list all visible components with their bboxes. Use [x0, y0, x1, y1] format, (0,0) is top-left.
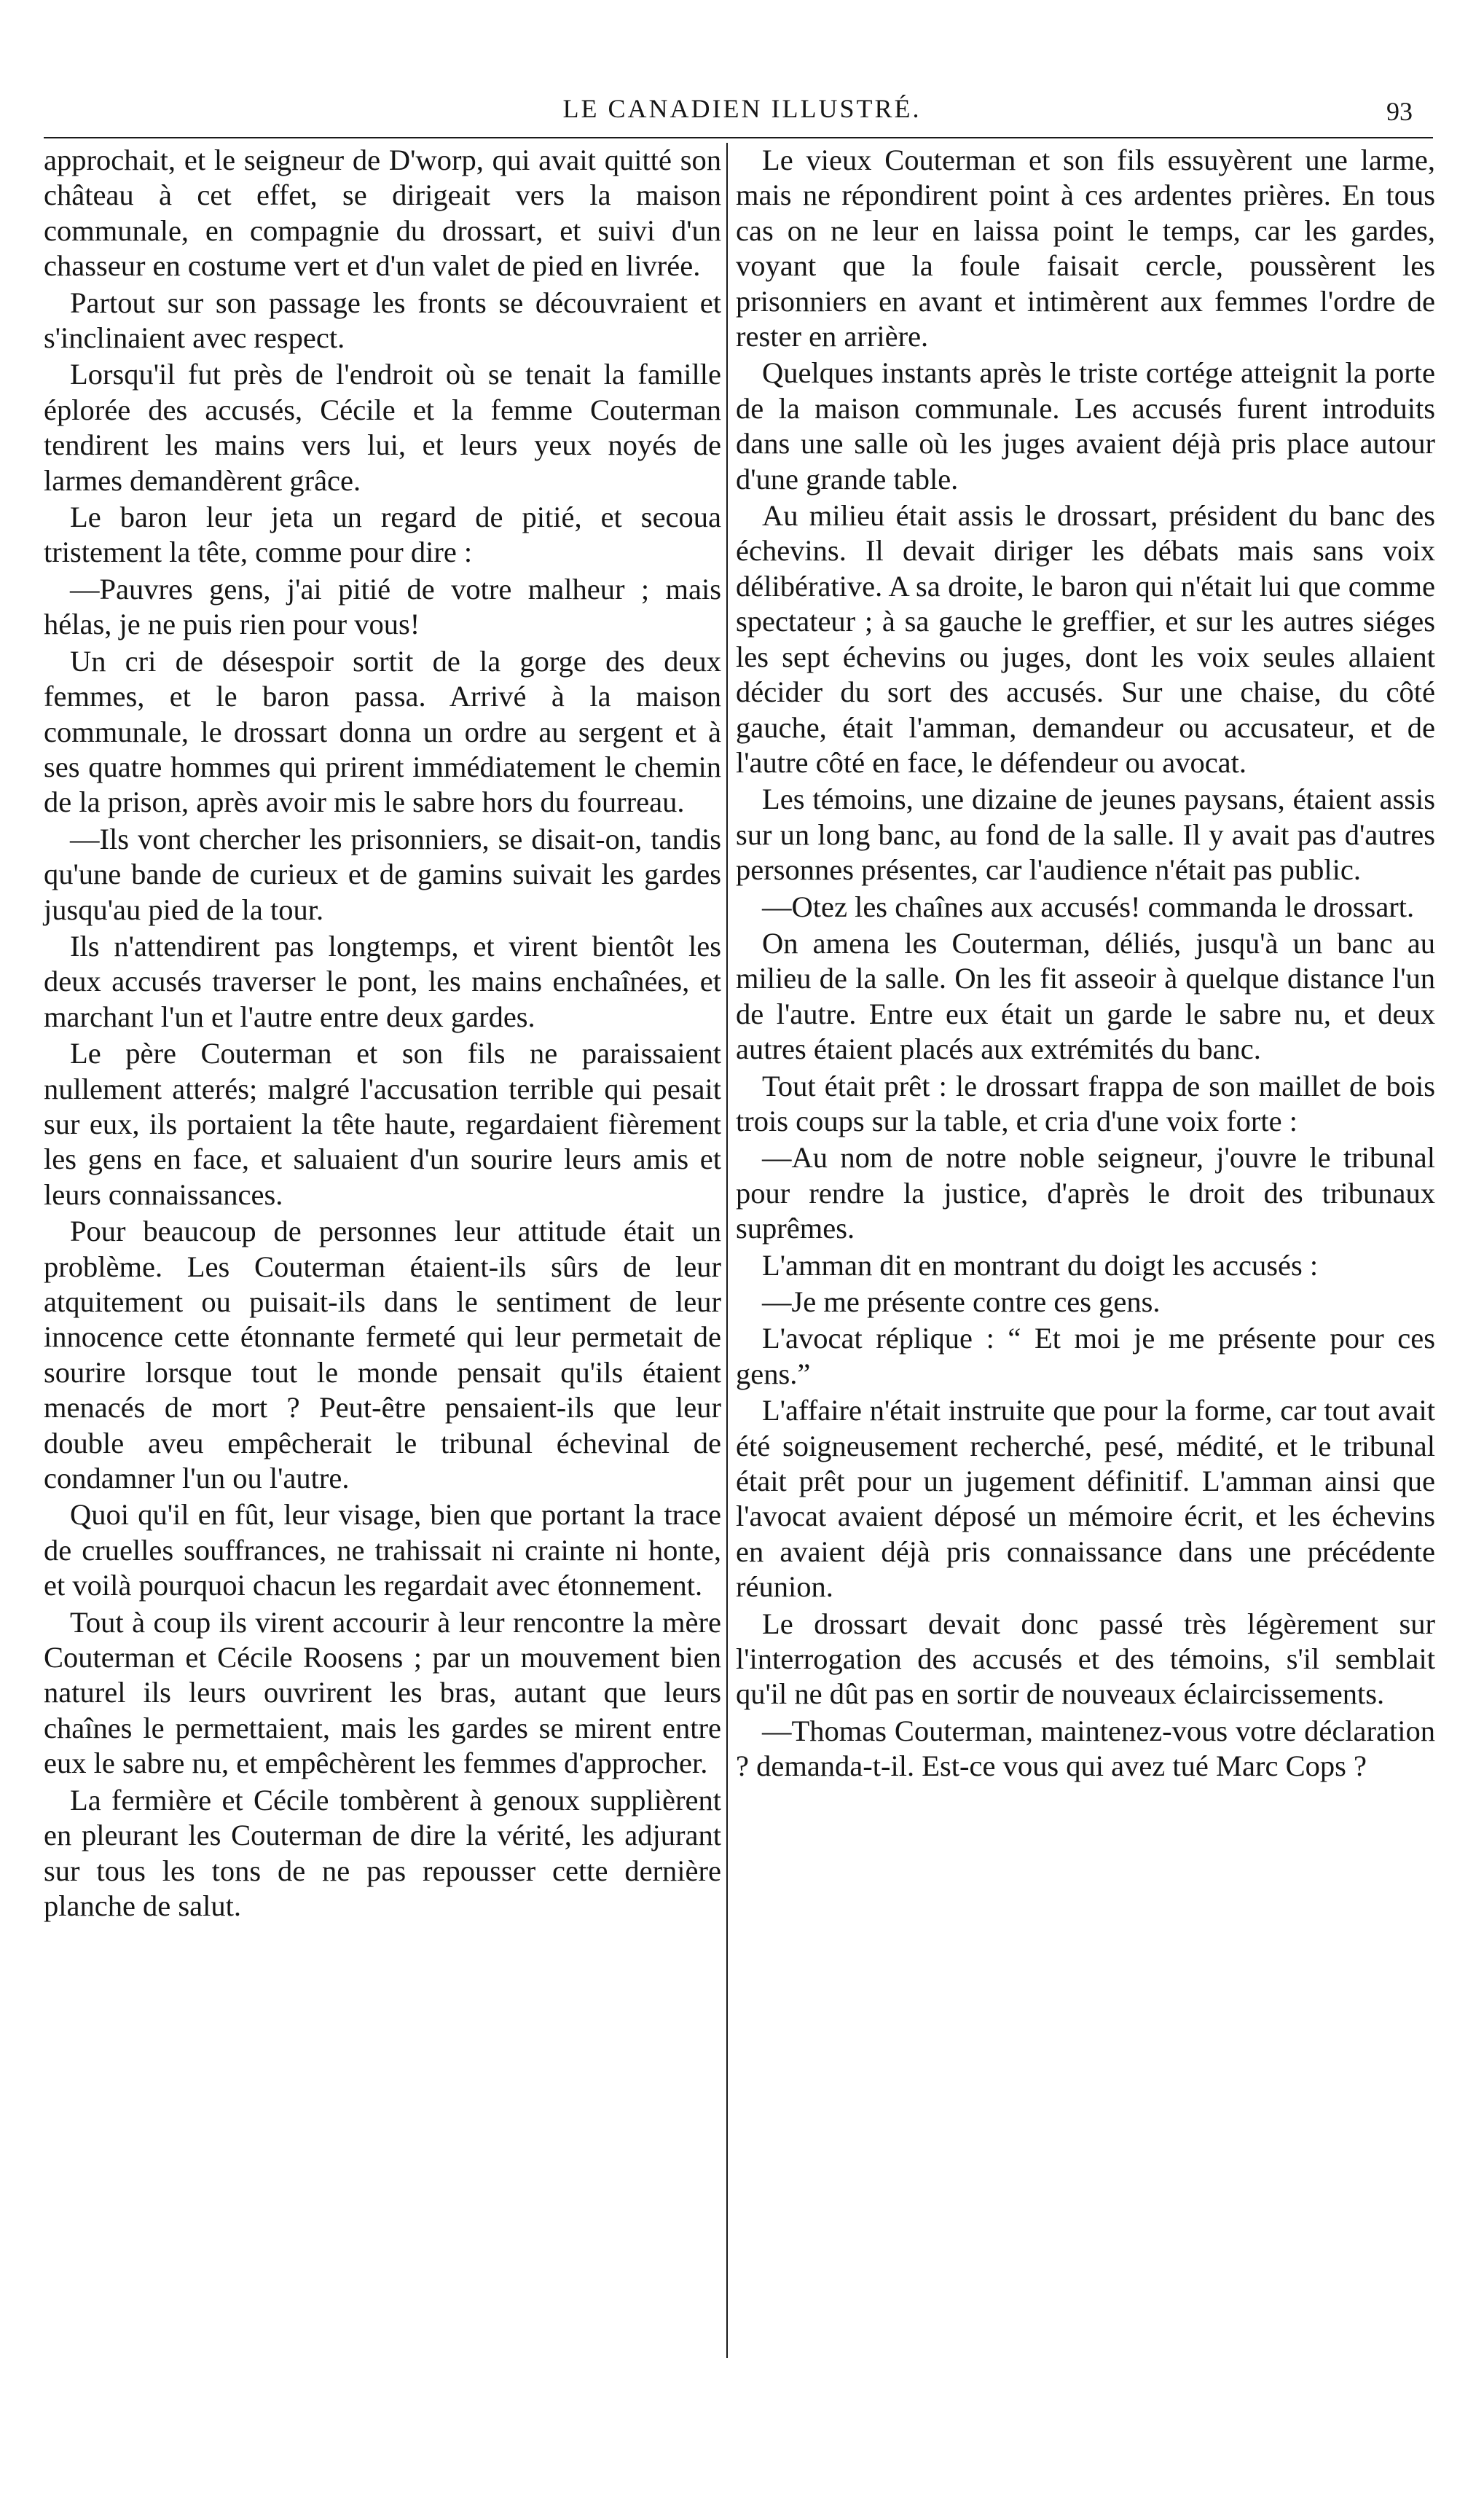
paragraph: —Pauvres gens, j'ai pitié de votre malheur ; mais hélas, je ne puis rien pour vous!: [44, 572, 721, 641]
page-number: 93: [1386, 97, 1413, 126]
paragraph: —Ils vont chercher les prisonniers, se disait-on, tandis qu'une bande de curieux et de gamins suivait les gardes jusqu'au pied de la tour.: [44, 822, 721, 926]
paragraph: Au milieu était assis le drossart, président du banc des échevins. Il devait diriger les débats mais sans voix délibérative. A sa droite, le baron qui n'était lui que comme spectateur ; à sa gauche le greffier, et sur les autres siéges les sept échevins ou juges, dont les voix seules allaient décider du sort des accusés. Sur une chaise, du côté gauche, était l'amman, demandeur ou accusateur, et de l'autre côté en face, le défendeur ou avocat.: [736, 499, 1435, 779]
paragraph: —Au nom de notre noble seigneur, j'ouvre le tribunal pour rendre la justice, d'après le droit des tribunaux suprêmes.: [736, 1141, 1435, 1245]
paragraph: Le drossart devait donc passé très légèrement sur l'interrogation des accusés et des témoins, s'il semblait qu'il ne dût pas en sortir de nouveaux éclaircissements.: [736, 1607, 1435, 1711]
paragraph: Le vieux Couterman et son fils essuyèrent une larme, mais ne répondirent point à ces ardentes prières. En tous cas on ne leur en laissa point le temps, car les gardes, voyant que la foule faisait cercle, poussèrent les prisonniers en avant et intimèrent aux femmes l'ordre de rester en arrière.: [736, 144, 1435, 353]
paragraph: L'amman dit en montrant du doigt les accusés :: [762, 1248, 1319, 1282]
header-rule: [44, 137, 1433, 138]
paragraph: Tout à coup ils virent accourir à leur rencontre la mère Couterman et Cécile Roosens ; par un mouvement bien naturel ils leurs ouvrirent les bras, autant que leurs chaînes le permettaient, mais les gardes se mirent entre eux le sabre nu, et empêchèrent les femmes d'approcher.: [44, 1605, 721, 1780]
paragraph: approchait, et le seigneur de D'worp, qui avait quitté son château à cet effet, se dirigeait vers la maison communale, en compagnie du drossart, et suivi d'un chasseur en costume vert et d'un valet de pied en livrée.: [44, 144, 721, 283]
left-column: [44, 143, 721, 1925]
paragraph: Un cri de désespoir sortit de la gorge des deux femmes, et le baron passa. Arrivé à la maison communale, le drossart donna un ordre au sergent et à ses quatre hommes qui prirent immédiatement le chemin de la prison, après avoir mis le sabre hors du fourreau.: [44, 644, 721, 819]
right-column: [736, 143, 1435, 1786]
paragraph: Pour beaucoup de personnes leur attitude était un problème. Les Couterman étaient-ils sûrs de leur atquitement ou puisait-ils dans le sentiment de leur innocence cette étonnante fermeté qui leur permetait de sourire lorsque tout le monde pensait qu'ils étaient menacés de mort ? Peut-être pensaient-ils que leur double aveu empêcherait le tribunal échevinal de condamner l'un ou l'autre.: [44, 1215, 721, 1495]
paragraph: Quelques instants après le triste cortége atteignit la porte de la maison communale. Les accusés furent introduits dans une salle où les juges avaient déjà pris place autour d'une grande table.: [736, 356, 1435, 495]
paragraph: L'affaire n'était instruite que pour la forme, car tout avait été soigneusement recherché, pesé, médité, et le tribunal était prêt pour un jugement définitif. L'amman ainsi que l'avocat avaient déposé un mémoire écrit, et les échevins en avaient déjà pris connaissance dans une précédente réunion.: [736, 1394, 1435, 1604]
paragraph: Le baron leur jeta un regard de pitié, et secoua tristement la tête, comme pour dire :: [44, 501, 721, 569]
paragraph: Quoi qu'il en fût, leur visage, bien que portant la trace de cruelles souffrances, ne trahissait ni crainte ni honte, et voilà pourquoi chacun les regardait avec étonnement.: [44, 1498, 721, 1602]
paragraph: Le père Couterman et son fils ne paraissaient nullement atterés; malgré l'accusation terrible qui pesait sur eux, ils portaient la tête haute, regardaient fièrement les gens en face, et saluaient d'un sourire leurs amis et leurs connaissances.: [44, 1037, 721, 1211]
paragraph: On amena les Couterman, déliés, jusqu'à un banc au milieu de la salle. On les fit asseoir à quelque distance l'un de l'autre. Entre eux était un garde le sabre nu, et deux autres étaient placés aux extrémités du banc.: [736, 926, 1435, 1066]
running-head: [0, 93, 1484, 137]
paragraph: Tout était prêt : le drossart frappa de son maillet de bois trois coups sur la table, et cria d'une voix forte :: [736, 1069, 1435, 1137]
paragraph: —Otez les chaînes aux accusés! commanda le drossart.: [762, 890, 1415, 923]
paragraph: Ils n'attendirent pas longtemps, et virent bientôt les deux accusés traverser le pont, les mains enchaînées, et marchant l'un et l'autre entre deux gardes.: [44, 929, 721, 1033]
publication-title: LE CANADIEN ILLUSTRÉ.: [562, 94, 922, 123]
paragraph: Lorsqu'il fut près de l'endroit où se tenait la famille éplorée des accusés, Cécile et la femme Couterman tendirent les mains vers lui, et leurs yeux noyés de larmes demandèrent grâce.: [44, 358, 721, 497]
paragraph: —Je me présente contre ces gens.: [762, 1285, 1161, 1318]
paragraph: Les témoins, une dizaine de jeunes paysans, étaient assis sur un long banc, au fond de la salle. Il y avait pas d'autres personnes présentes, car l'audience n'était pas public.: [736, 783, 1435, 887]
paragraph: L'avocat réplique : “ Et moi je me présente pour ces gens.”: [736, 1322, 1435, 1390]
paragraph: —Thomas Couterman, maintenez-vous votre déclaration ? demanda-t-il. Est-ce vous qui avez tué Marc Cops ?: [736, 1714, 1435, 1783]
paragraph: Partout sur son passage les fronts se découvraient et s'inclinaient avec respect.: [44, 286, 721, 355]
column-divider: [726, 143, 728, 2358]
paragraph: La fermière et Cécile tombèrent à genoux supplièrent en pleurant les Couterman de dire la vérité, les adjurant sur tous les tons de ne pas repousser cette dernière planche de salut.: [44, 1783, 721, 1922]
